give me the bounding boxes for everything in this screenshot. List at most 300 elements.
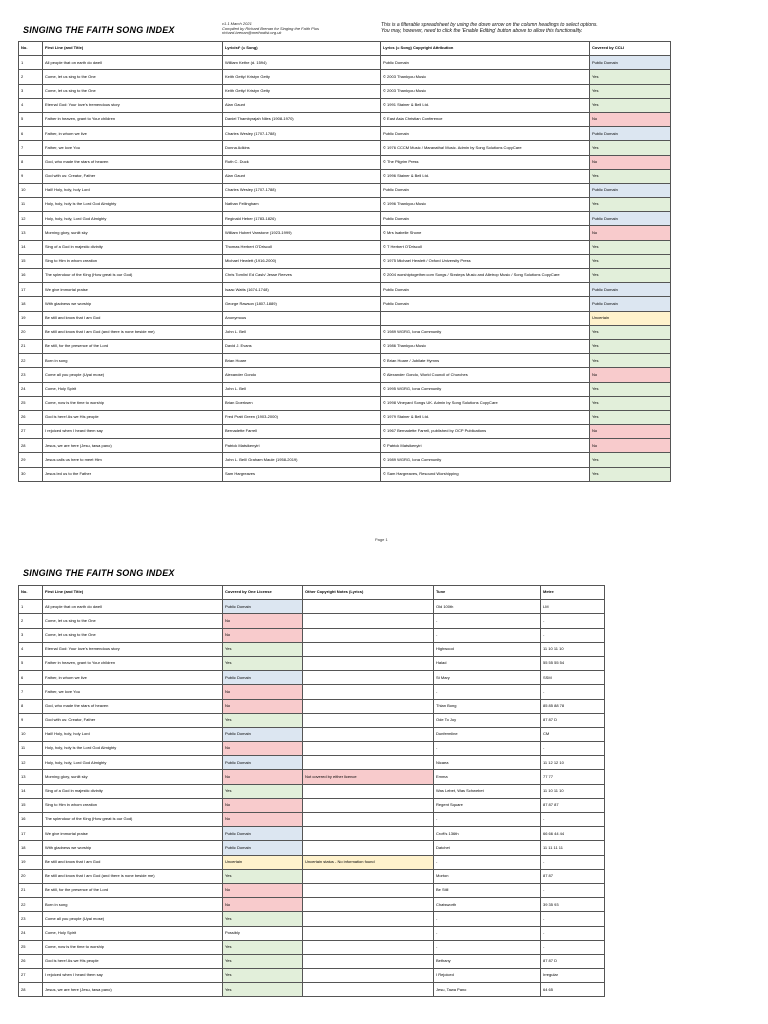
header-one-license[interactable]: Covered by One License bbox=[223, 586, 303, 600]
lyricist-cell: Brian Hoare bbox=[223, 354, 381, 368]
row-number: 28 bbox=[19, 439, 43, 453]
lyricist-cell: Chris Tomlin/ Ed Cash/ Jesse Reeves bbox=[223, 269, 381, 283]
row-number: 13 bbox=[19, 770, 43, 784]
first-line-cell: Be still and know that I am God bbox=[43, 855, 223, 869]
lyricist-cell: Charles Wesley (1707-1788) bbox=[223, 183, 381, 197]
table-row bbox=[19, 883, 605, 897]
lyricist-cell: Thomas Herbert O'Driscoll bbox=[223, 240, 381, 254]
row-number: 29 bbox=[19, 453, 43, 467]
one-license-status-cell: Public Domain bbox=[223, 841, 303, 855]
row-number: 15 bbox=[19, 798, 43, 812]
metre-cell: 11 10 11 10 bbox=[541, 784, 605, 798]
other-notes-cell bbox=[303, 983, 434, 997]
row-number: 9 bbox=[19, 713, 43, 727]
table-row bbox=[19, 368, 671, 382]
copyright-cell: © The Pilgrim Press bbox=[381, 155, 590, 169]
first-line-cell: Come, let us sing to the One bbox=[43, 70, 223, 84]
table-row bbox=[19, 410, 671, 424]
lyricist-cell: Michael Hewlett (1916-2000) bbox=[223, 254, 381, 268]
one-license-status-cell: No bbox=[223, 685, 303, 699]
table-row bbox=[19, 798, 605, 812]
table-row bbox=[19, 685, 605, 699]
table-row bbox=[19, 983, 605, 997]
one-license-status-cell: No bbox=[223, 699, 303, 713]
row-number: 16 bbox=[19, 813, 43, 827]
lyricist-cell: Alan Gaunt bbox=[223, 169, 381, 183]
table-row bbox=[19, 869, 605, 883]
copyright-cell: Public Domain bbox=[381, 127, 590, 141]
metre-cell: SSM bbox=[541, 671, 605, 685]
tune-cell: Croft's 136th bbox=[434, 827, 541, 841]
tune-cell: - bbox=[434, 813, 541, 827]
ccli-status-cell: Yes bbox=[590, 339, 671, 353]
first-line-cell: Morning glory, sunlit sky bbox=[43, 226, 223, 240]
table-row bbox=[19, 269, 671, 283]
table-row bbox=[19, 325, 671, 339]
lyricist-cell: Sam Hargreaves bbox=[223, 467, 381, 481]
metre-cell: - bbox=[541, 855, 605, 869]
row-number: 1 bbox=[19, 600, 43, 614]
one-license-status-cell: No bbox=[223, 898, 303, 912]
lyricist-cell: William Hubert Vanstone (1923-1999) bbox=[223, 226, 381, 240]
filter-note-line-1: This is a filterable spreadsheet by using the down arrow on the column headings to select options. bbox=[381, 22, 598, 28]
first-line-cell: Come all you people (Uyai mose) bbox=[43, 912, 223, 926]
copyright-cell: © Patrick Matsikenyiri bbox=[381, 439, 590, 453]
lyricist-cell: John L. Bell/ Graham Maule (1958-2019) bbox=[223, 453, 381, 467]
metre-cell: 87 87 D bbox=[541, 954, 605, 968]
ccli-status-cell: Public Domain bbox=[590, 56, 671, 70]
table-row bbox=[19, 642, 605, 656]
other-notes-cell bbox=[303, 628, 434, 642]
lyricist-cell: Isaac Watts (1674-1748) bbox=[223, 283, 381, 297]
other-notes-cell bbox=[303, 883, 434, 897]
header-lyricist[interactable]: Lyricist¹ (= Song) bbox=[223, 42, 381, 56]
ccli-status-cell: Yes bbox=[590, 396, 671, 410]
table-row bbox=[19, 671, 605, 685]
header-tune[interactable]: Tune bbox=[434, 586, 541, 600]
ccli-status-cell: Public Domain bbox=[590, 183, 671, 197]
version-text: v1.1 March 2021 bbox=[222, 21, 252, 26]
ccli-status-cell: Yes bbox=[590, 325, 671, 339]
row-number: 8 bbox=[19, 155, 43, 169]
copyright-cell: © 1991 Stainer & Bell Ltd. bbox=[381, 98, 590, 112]
table-row bbox=[19, 226, 671, 240]
tune-cell: - bbox=[434, 742, 541, 756]
metre-cell: Irregular bbox=[541, 969, 605, 983]
ccli-status-cell: No bbox=[590, 425, 671, 439]
table-row bbox=[19, 855, 605, 869]
copyright-cell: Public Domain bbox=[381, 212, 590, 226]
other-notes-cell bbox=[303, 685, 434, 699]
first-line-cell: Father, we love You bbox=[43, 141, 223, 155]
metre-cell: 11 11 11 11 bbox=[541, 841, 605, 855]
other-notes-cell bbox=[303, 912, 434, 926]
tune-cell: Dunfermline bbox=[434, 727, 541, 741]
other-notes-cell bbox=[303, 898, 434, 912]
first-line-cell: We give immortal praise bbox=[43, 283, 223, 297]
first-line-cell: Father, in whom we live bbox=[43, 671, 223, 685]
copyright-cell: © 2003 Thankyou Music bbox=[381, 84, 590, 98]
first-line-cell: Hail! Holy, holy, holy Lord bbox=[43, 727, 223, 741]
one-license-status-cell: Uncertain bbox=[223, 855, 303, 869]
ccli-status-cell: Public Domain bbox=[590, 283, 671, 297]
metre-cell: 64 65 bbox=[541, 983, 605, 997]
lyricist-cell: Keith Getty/ Kristyn Getty bbox=[223, 70, 381, 84]
row-number: 21 bbox=[19, 883, 43, 897]
other-notes-cell bbox=[303, 784, 434, 798]
ccli-status-cell: Yes bbox=[590, 410, 671, 424]
document-meta bbox=[222, 22, 372, 36]
table-row bbox=[19, 70, 671, 84]
metre-cell: 87 87 D bbox=[541, 713, 605, 727]
copyright-cell bbox=[381, 311, 590, 325]
tune-cell: Ode To Joy bbox=[434, 713, 541, 727]
copyright-cell: © 1996 Stainer & Bell Ltd. bbox=[381, 169, 590, 183]
one-license-status-cell: Possibly bbox=[223, 926, 303, 940]
table-row bbox=[19, 841, 605, 855]
table-row bbox=[19, 600, 605, 614]
copyright-cell: Public Domain bbox=[381, 283, 590, 297]
first-line-cell: Father in heaven, grant to Your children bbox=[43, 112, 223, 126]
copyright-cell: © 1986 Thankyou Music bbox=[381, 339, 590, 353]
metre-cell: LM bbox=[541, 600, 605, 614]
row-number: 12 bbox=[19, 756, 43, 770]
copyright-cell: © 1967 Bernadette Farrell, published by OCP Publications bbox=[381, 425, 590, 439]
metre-cell: - bbox=[541, 614, 605, 628]
row-number: 23 bbox=[19, 368, 43, 382]
row-number: 30 bbox=[19, 467, 43, 481]
metre-cell: 77 77 bbox=[541, 770, 605, 784]
first-line-cell: Sing to Him in whom creation bbox=[43, 254, 223, 268]
first-line-cell: Sing of a God in majestic divinity bbox=[43, 240, 223, 254]
first-line-cell: Father, in whom we live bbox=[43, 127, 223, 141]
row-number: 25 bbox=[19, 940, 43, 954]
row-number: 19 bbox=[19, 855, 43, 869]
row-number: 6 bbox=[19, 671, 43, 685]
header-no[interactable]: No. bbox=[19, 42, 43, 56]
row-number: 13 bbox=[19, 226, 43, 240]
copyright-cell: © East Asia Christian Conference bbox=[381, 112, 590, 126]
other-notes-cell bbox=[303, 841, 434, 855]
ccli-status-cell: Public Domain bbox=[590, 297, 671, 311]
metre-cell: 39 35 93 bbox=[541, 898, 605, 912]
table-row bbox=[19, 898, 605, 912]
table-row bbox=[19, 467, 671, 481]
first-line-cell: God is here! As we His people bbox=[43, 954, 223, 968]
row-number: 4 bbox=[19, 98, 43, 112]
ccli-status-cell: Yes bbox=[590, 84, 671, 98]
metre-cell: 87 87 87 bbox=[541, 798, 605, 812]
one-license-status-cell: Public Domain bbox=[223, 671, 303, 685]
first-line-cell: Be still and know that I am God bbox=[43, 311, 223, 325]
other-notes-cell: Uncertain status - No information found bbox=[303, 855, 434, 869]
row-number: 18 bbox=[19, 297, 43, 311]
one-license-status-cell: Public Domain bbox=[223, 727, 303, 741]
metre-cell: 87 87 bbox=[541, 869, 605, 883]
table-row bbox=[19, 127, 671, 141]
first-line-cell: Come, now is the time to worship bbox=[43, 940, 223, 954]
one-license-status-cell: Yes bbox=[223, 940, 303, 954]
ccli-status-cell: Public Domain bbox=[590, 212, 671, 226]
copyright-cell: © T Herbert O'Driscoll bbox=[381, 240, 590, 254]
row-number: 27 bbox=[19, 969, 43, 983]
ccli-status-cell: Yes bbox=[590, 453, 671, 467]
row-number: 22 bbox=[19, 354, 43, 368]
first-line-cell: God is here! As we His people bbox=[43, 410, 223, 424]
header-first-line[interactable]: First Line (and Title) bbox=[43, 42, 223, 56]
copyright-cell: © 1979 Stainer & Bell Ltd. bbox=[381, 410, 590, 424]
copyright-cell: © Alexander Gondo, World Council of Churches bbox=[381, 368, 590, 382]
row-number: 15 bbox=[19, 254, 43, 268]
tune-cell: Datchet bbox=[434, 841, 541, 855]
row-number: 9 bbox=[19, 169, 43, 183]
row-number: 3 bbox=[19, 84, 43, 98]
one-license-status-cell: Public Domain bbox=[223, 756, 303, 770]
row-number: 17 bbox=[19, 283, 43, 297]
table-row bbox=[19, 254, 671, 268]
other-notes-cell bbox=[303, 813, 434, 827]
ccli-status-cell: No bbox=[590, 112, 671, 126]
tune-cell: St Mary bbox=[434, 671, 541, 685]
one-license-status-cell: No bbox=[223, 628, 303, 642]
first-line-cell: Father, we love You bbox=[43, 685, 223, 699]
copyright-cell: © Brian Hoare / Jubilate Hymns bbox=[381, 354, 590, 368]
table-row bbox=[19, 614, 605, 628]
first-line-cell: Jesus led us to the Father bbox=[43, 467, 223, 481]
one-license-status-cell: Yes bbox=[223, 954, 303, 968]
row-number: 24 bbox=[19, 382, 43, 396]
copyright-cell: © 2004 worshiptogether.com Songs / Sixsteps Music and Alletrop Music / Song Solutions CopyCare bbox=[381, 269, 590, 283]
first-line-cell: With gladness we worship bbox=[43, 841, 223, 855]
first-line-cell: Be still and know that I am God (and there is none beside me) bbox=[43, 869, 223, 883]
table-row bbox=[19, 311, 671, 325]
one-license-status-cell: Yes bbox=[223, 969, 303, 983]
copyright-cell: © Sam Hargreaves, Resound Worshipping bbox=[381, 467, 590, 481]
table-row bbox=[19, 382, 671, 396]
metre-cell: - bbox=[541, 940, 605, 954]
ccli-status-cell: Yes bbox=[590, 240, 671, 254]
first-line-cell: Jesus, we are here (Jesu, tawa pano) bbox=[43, 439, 223, 453]
row-number: 7 bbox=[19, 141, 43, 155]
header-ccli[interactable]: Covered by CCLI bbox=[590, 42, 671, 56]
copyright-cell: Public Domain bbox=[381, 183, 590, 197]
tune-cell: - bbox=[434, 855, 541, 869]
first-line-cell: Eternal God: Your love's tremendous story bbox=[43, 642, 223, 656]
first-line-cell: God with us: Creator, Father bbox=[43, 713, 223, 727]
other-notes-cell bbox=[303, 713, 434, 727]
tune-cell: Highwood bbox=[434, 642, 541, 656]
ccli-status-cell: Yes bbox=[590, 141, 671, 155]
table-row bbox=[19, 155, 671, 169]
other-notes-cell bbox=[303, 600, 434, 614]
song-index-table-1 bbox=[18, 41, 671, 482]
other-notes-cell bbox=[303, 742, 434, 756]
tune-cell: Nicaea bbox=[434, 756, 541, 770]
row-number: 5 bbox=[19, 656, 43, 670]
table-row bbox=[19, 940, 605, 954]
row-number: 2 bbox=[19, 614, 43, 628]
metre-cell: - bbox=[541, 813, 605, 827]
ccli-status-cell: Uncertain bbox=[590, 311, 671, 325]
first-line-cell: Born in song bbox=[43, 354, 223, 368]
one-license-status-cell: No bbox=[223, 883, 303, 897]
compiled-by-text: Compiled by Richard Brenan for Singing the Faith Plus bbox=[222, 25, 319, 31]
header-metre[interactable]: Metre bbox=[541, 586, 605, 600]
other-notes-cell bbox=[303, 869, 434, 883]
other-notes-cell bbox=[303, 656, 434, 670]
first-line-cell: Come, let us sing to the One bbox=[43, 614, 223, 628]
table-row bbox=[19, 396, 671, 410]
tune-cell: - bbox=[434, 628, 541, 642]
tune-cell: Jesu, Tawa Pano bbox=[434, 983, 541, 997]
ccli-status-cell: No bbox=[590, 368, 671, 382]
metre-cell: 11 12 12 10 bbox=[541, 756, 605, 770]
row-number: 8 bbox=[19, 699, 43, 713]
lyricist-cell: David J. Evans bbox=[223, 339, 381, 353]
table-row bbox=[19, 112, 671, 126]
tune-cell: Morton bbox=[434, 869, 541, 883]
first-line-cell: Holy, holy, holy, Lord God Almighty bbox=[43, 756, 223, 770]
copyright-cell: © 1989 WGRG, Iona Community bbox=[381, 325, 590, 339]
table-row bbox=[19, 141, 671, 155]
tune-cell: Old 100th bbox=[434, 600, 541, 614]
ccli-status-cell: Yes bbox=[590, 98, 671, 112]
header-other-notes[interactable]: Other Copyright Notes (Lyrics) bbox=[303, 586, 434, 600]
first-line-cell: All people that on earth do dwell bbox=[43, 56, 223, 70]
first-line-cell: Be still, for the presence of the Lord bbox=[43, 339, 223, 353]
first-line-cell: Morning glory, sunlit sky bbox=[43, 770, 223, 784]
tune-cell: - bbox=[434, 926, 541, 940]
document-title-page-2: SINGING THE FAITH SONG INDEX bbox=[23, 568, 175, 578]
copyright-cell: Public Domain bbox=[381, 56, 590, 70]
metre-cell: 66 66 44 44 bbox=[541, 827, 605, 841]
table-header-row bbox=[19, 42, 671, 56]
row-number: 26 bbox=[19, 954, 43, 968]
header-copyright[interactable]: Lyrics (= Song) Copyright Attribution bbox=[381, 42, 590, 56]
row-number: 4 bbox=[19, 642, 43, 656]
tune-cell: Thian Bong bbox=[434, 699, 541, 713]
one-license-status-cell: No bbox=[223, 770, 303, 784]
table-row bbox=[19, 98, 671, 112]
tune-cell: Chatsworth bbox=[434, 898, 541, 912]
ccli-status-cell: Yes bbox=[590, 254, 671, 268]
header-first-line[interactable]: First Line (and Title) bbox=[43, 586, 223, 600]
row-number: 20 bbox=[19, 869, 43, 883]
document-title: SINGING THE FAITH SONG INDEX bbox=[23, 25, 175, 35]
ccli-status-cell: No bbox=[590, 226, 671, 240]
table-row bbox=[19, 827, 605, 841]
lyricist-cell: Alan Gaunt bbox=[223, 98, 381, 112]
table-row bbox=[19, 912, 605, 926]
table-row bbox=[19, 169, 671, 183]
row-number: 19 bbox=[19, 311, 43, 325]
tune-cell: - bbox=[434, 940, 541, 954]
other-notes-cell bbox=[303, 940, 434, 954]
first-line-cell: Born in song bbox=[43, 898, 223, 912]
tune-cell: Regent Square bbox=[434, 798, 541, 812]
one-license-status-cell: No bbox=[223, 798, 303, 812]
one-license-status-cell: Yes bbox=[223, 869, 303, 883]
first-line-cell: God, who made the stars of heaven bbox=[43, 155, 223, 169]
table-row bbox=[19, 628, 605, 642]
first-line-cell: Eternal God: Your love's tremendous story bbox=[43, 98, 223, 112]
first-line-cell: Sing to Him in whom creation bbox=[43, 798, 223, 812]
row-number: 3 bbox=[19, 628, 43, 642]
first-line-cell: Jesus calls us here to meet Him bbox=[43, 453, 223, 467]
row-number: 20 bbox=[19, 325, 43, 339]
ccli-status-cell: Yes bbox=[590, 198, 671, 212]
first-line-cell: Holy, holy, holy is the Lord God Almighty bbox=[43, 742, 223, 756]
one-license-status-cell: No bbox=[223, 813, 303, 827]
ccli-status-cell: No bbox=[590, 155, 671, 169]
first-line-cell: Come, let us sing to the One bbox=[43, 628, 223, 642]
metre-cell: CM bbox=[541, 727, 605, 741]
first-line-cell: God, who made the stars of heaven bbox=[43, 699, 223, 713]
lyricist-cell: John L. Bell bbox=[223, 382, 381, 396]
lyricist-cell: Daniel Thambyrajah Niles (1908-1970) bbox=[223, 112, 381, 126]
ccli-status-cell: Yes bbox=[590, 269, 671, 283]
copyright-cell: © 2003 Thankyou Music bbox=[381, 70, 590, 84]
row-number: 11 bbox=[19, 198, 43, 212]
metre-cell: - bbox=[541, 628, 605, 642]
tune-cell: - bbox=[434, 685, 541, 699]
first-line-cell: Come, Holy Spirit bbox=[43, 926, 223, 940]
first-line-cell: The splendour of the King (How great is our God) bbox=[43, 269, 223, 283]
tune-cell: Be Still bbox=[434, 883, 541, 897]
ccli-status-cell: Yes bbox=[590, 70, 671, 84]
table-row bbox=[19, 954, 605, 968]
tune-cell: Emma bbox=[434, 770, 541, 784]
one-license-status-cell: Yes bbox=[223, 642, 303, 656]
lyricist-cell: Keith Getty/ Kristyn Getty bbox=[223, 84, 381, 98]
table-row bbox=[19, 813, 605, 827]
song-index-table-2 bbox=[18, 585, 605, 997]
row-number: 26 bbox=[19, 410, 43, 424]
first-line-cell: Come all you people (Uyai mose) bbox=[43, 368, 223, 382]
table-row bbox=[19, 198, 671, 212]
one-license-status-cell: No bbox=[223, 742, 303, 756]
ccli-status-cell: Yes bbox=[590, 169, 671, 183]
table-row bbox=[19, 699, 605, 713]
lyricist-cell: Reginald Heber (1783-1826) bbox=[223, 212, 381, 226]
ccli-status-cell: Public Domain bbox=[590, 127, 671, 141]
table-row bbox=[19, 425, 671, 439]
other-notes-cell bbox=[303, 954, 434, 968]
row-number: 10 bbox=[19, 727, 43, 741]
table-row bbox=[19, 84, 671, 98]
first-line-cell: Holy, holy, holy is the Lord God Almighty bbox=[43, 198, 223, 212]
one-license-status-cell: Public Domain bbox=[223, 600, 303, 614]
first-line-cell: Jesus, we are here (Jesu, tawa pano) bbox=[43, 983, 223, 997]
copyright-cell: Public Domain bbox=[381, 297, 590, 311]
header-no[interactable]: No. bbox=[19, 586, 43, 600]
metre-cell: - bbox=[541, 742, 605, 756]
one-license-status-cell: Public Domain bbox=[223, 827, 303, 841]
table-row bbox=[19, 713, 605, 727]
table-row bbox=[19, 240, 671, 254]
lyricist-cell: Charles Wesley (1707-1788) bbox=[223, 127, 381, 141]
lyricist-cell: William Kethe (d. 1594) bbox=[223, 56, 381, 70]
first-line-cell: Be still and know that I am God (and there is none beside me) bbox=[43, 325, 223, 339]
table-row bbox=[19, 439, 671, 453]
ccli-status-cell: Yes bbox=[590, 467, 671, 481]
copyright-cell: © 1996 Thankyou Music bbox=[381, 198, 590, 212]
ccli-status-cell: No bbox=[590, 439, 671, 453]
one-license-status-cell: Yes bbox=[223, 713, 303, 727]
table-row bbox=[19, 756, 605, 770]
one-license-status-cell: No bbox=[223, 614, 303, 628]
lyricist-cell: John L. Bell bbox=[223, 325, 381, 339]
